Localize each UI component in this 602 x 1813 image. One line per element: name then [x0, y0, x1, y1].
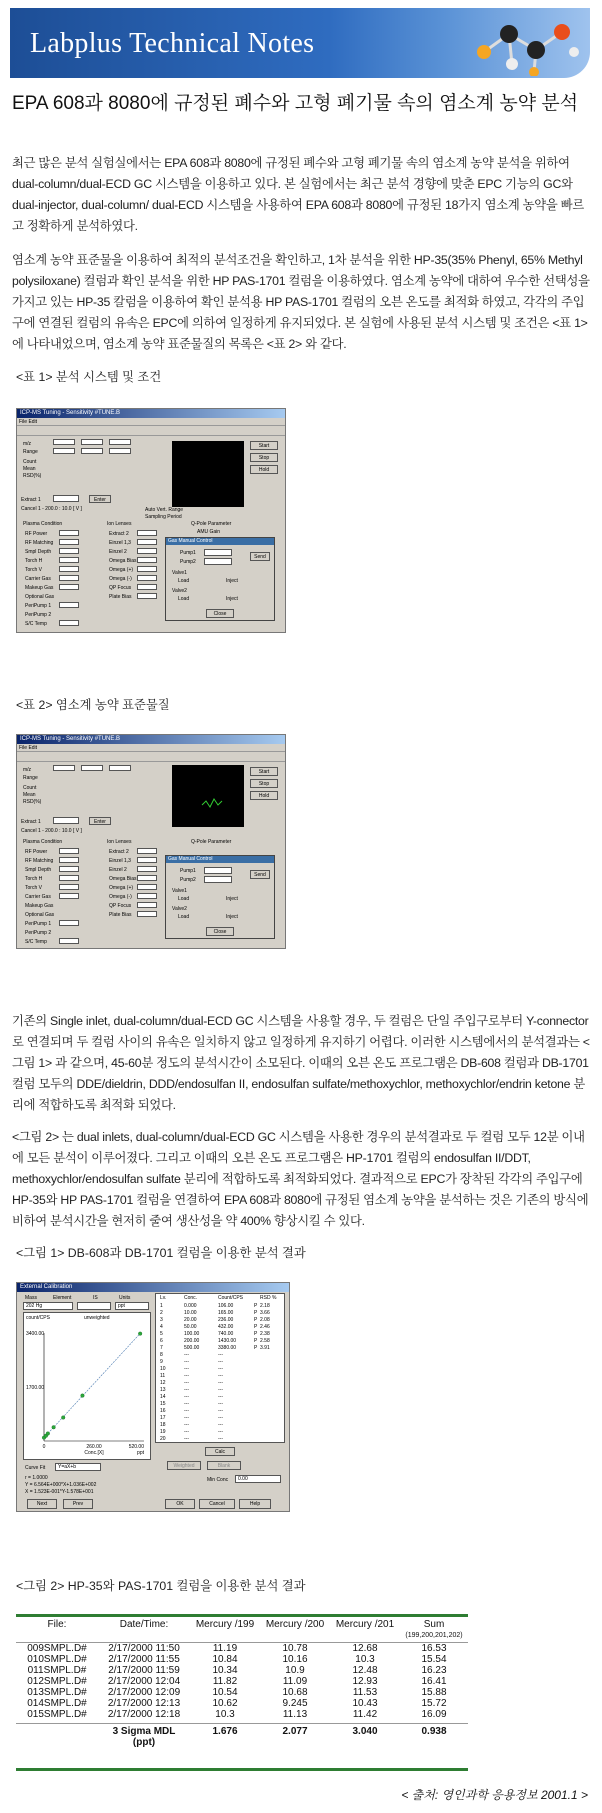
table-row	[16, 1643, 468, 1654]
table-cell: 009SMPL.D#	[27, 1643, 87, 1654]
paragraph-4: <그림 2> 는 dual inlets, dual-column/dual-ECD GC 시스템을 사용한 경우의 분석결과로 두 컬럼 모두 12분 이내에 모든 분석이 이루어졌다. 그리고 이때의 오븐 온도 프로그램은 HP-1701 컬럼의 endosulfan II/DDT, methoxychlor/endosulfan sulfate 분리에 적합하도록 최적화되었다. 결과적으로 EPC가 장착된 각각의 주입구에 HP-35와 HP PAS-1701 컬럼을 연결하여 EPA 608과 8080에 규정된 염소계 농약을 분석하는 것은 기존의 방식에 비하여 분석시간을 현저히 줄여 생산성을 약 400% 향상시킬 수 있다.	[12, 1130, 589, 1228]
table-row	[16, 1654, 468, 1665]
calibration-cell: ---	[218, 1436, 223, 1442]
calibration-cell: 165.00	[218, 1310, 234, 1316]
calibration-cell: ---	[184, 1408, 189, 1414]
table-cell: 2/17/2000 11:50	[108, 1643, 180, 1654]
table-cell: 010SMPL.D#	[27, 1654, 87, 1665]
table-cell: 2/17/2000 12:13	[107, 1698, 181, 1709]
table-cell: 2/17/2000 12:04	[107, 1676, 181, 1687]
paragraph-3: 기존의 Single inlet, dual-column/dual-ECD GC 시스템을 사용할 경우, 두 컬럼은 단일 주입구로부터 Y-connector로 연결되며 두 컬럼 사이의 유속은 일치하지 않고 일정하게 유지하기 어렵다. 이러한 시스템에서의 분석결과는 <그림 1> 과 같으며, 45-60분 정도의 분석시간이 소모된다. 이때의 오븐 온도 프로그램은 DB-608 컬럼과 DB-1701 컬럼 모두의 DDE/dieldrin, DDD/endosulfan II, endosulfan sulfate/methoxychlor, methoxychlor/endrin ketone 분리에 적합하도록 최적화 되었다.	[12, 1014, 590, 1112]
calibration-cell: 15	[160, 1401, 166, 1407]
table-cell: 16.41	[421, 1676, 447, 1687]
results-table: File: Date/Time: Mercury /199 Mercury /200 Mercury /201 Sum (199,200,201,202) 009SMPL.D# 2/17/2000 11:50 11.19 10.78 12.68 16.53 010SMPL.D# 2/17/2000 11:55 10.84 10.16 10.3 15.54 011SMPL.D# 2/17/2000 11:59 10.34 10.9 12.48 16.23 012SMPL.D# 2/17/2000 12:04 11.82 11.09 12.93 16.41 013SMPL.D# 2/17/2000 12:09 10.54 10.68 11.53 15.88 014SMPL.D# 2/17/2000 12:13 10.62 9.245 10.43 15.72 015SMPL.D# 2/17/2000 12:18 10.3 11.13 11.42 16.09 3 Sigma MDL 1.676 2.077 3.040 0.938 (ppt)	[16, 1619, 468, 1748]
calibration-cell: 16	[160, 1408, 166, 1414]
calibration-cell: 2.58	[260, 1338, 270, 1344]
table-cell: 011SMPL.D#	[27, 1665, 87, 1676]
calibration-cell: 236.00	[218, 1317, 234, 1323]
prev-button[interactable]: Prev	[63, 1499, 93, 1509]
table-cell: 014SMPL.D#	[27, 1698, 87, 1709]
table-cell: 10.68	[282, 1687, 308, 1698]
y-tick-label: 1700.00	[26, 1385, 45, 1391]
calibration-cell: 500.00	[184, 1345, 200, 1351]
calibration-cell: 19	[160, 1429, 166, 1435]
calibration-cell: ---	[184, 1429, 189, 1435]
table-cell: 10.3	[355, 1654, 375, 1665]
close-button[interactable]: Close	[206, 609, 234, 618]
calibration-chart-area	[23, 1312, 151, 1460]
calibration-cell: 740.00	[218, 1331, 234, 1337]
table-cell: 12.68	[352, 1643, 378, 1654]
table-cell: 10.16	[282, 1654, 308, 1665]
fit-line	[44, 1333, 140, 1437]
x-axis-label: Conc.[X]	[84, 1450, 104, 1456]
calibration-cell: 3.91	[260, 1345, 270, 1351]
calibration-cell: ---	[184, 1359, 189, 1365]
table-cell: 12.93	[352, 1676, 378, 1687]
units-select[interactable]: ppt	[115, 1302, 149, 1310]
calibration-cell: P	[254, 1324, 258, 1330]
calibration-cell: ---	[184, 1422, 189, 1428]
calibration-level-table: Lv. Conc. Count/CPS RSD % 1 0.000 106.00 P 2.18 2 10.00 165.00 P 3.66 3 20.00 236.00 P 2.08 4 50.00 432.00 P 2.46 5 100.00 740.00 P 2.38 6 200.00 1430.00 P 2.58 7 500.00 3380.00 P 3.91 8 --- --- 9 --- --- 10 --- --- 11 --- --- 12 --- --- 13 --- --- 14 --- --- 15 --- --- 16 --- --- 17 --- --- 18 --- --- 19 --- --- 20 --- ---	[155, 1293, 285, 1443]
calibration-cell: ---	[184, 1380, 189, 1386]
min-conc-input[interactable]: 0.00	[235, 1475, 281, 1483]
cancel-button[interactable]: Cancel	[199, 1499, 235, 1509]
caption-figure-1: <그림 1> DB-608과 DB-1701 컬럼을 이용한 분석 결과	[16, 1246, 306, 1260]
next-button[interactable]: Next	[27, 1499, 57, 1509]
calibration-cell: 4	[160, 1324, 163, 1330]
calibration-cell: ---	[218, 1422, 223, 1428]
calibration-cell: ---	[184, 1394, 189, 1400]
table-cell: 11.53	[352, 1687, 378, 1698]
weighting-label: unweighted	[84, 1315, 110, 1321]
send-button[interactable]: Send	[250, 552, 270, 561]
data-point	[52, 1425, 56, 1429]
table-cell: 012SMPL.D#	[27, 1676, 87, 1687]
calibration-cell: ---	[184, 1436, 189, 1442]
banner-title: Labplus Technical Notes	[30, 28, 315, 59]
caption-table-1: <표 1> 분석 시스템 및 조건	[16, 370, 162, 384]
calibration-cell: 3380.00	[218, 1345, 237, 1351]
calibration-cell: ---	[218, 1429, 223, 1435]
external-calibration-window: External Calibration Mass Element IS Units 202 Hg ppt count/CPS unweighted 3400.00 1700.00 0 260.00 520.00 Conc.[X] ppt Lv. Conc. Count/CPS RSD % 1 0.000 106.00 P 2.18 2 10.00 165.00 P 3.66 3 20.00 236.00 P 2.08 4 50.00 432.00 P 2.46 5 100.00 740.00 P 2.38 6 200.00 1430.00 P 2.58 7 500.00 3380.00 P 3.91 8 --- --- 9 --- --- 10 --- --- 11 --- --- 12 --- --- 13 --- --- 14 --- --- 15 --- --- 16 --- --- 17 --- --- 18 --- --- 19 --- --- 20 --- --- Curve Fit Y=aX+b r = 1.0000 Y = 6.564E+000*X+1.036E+002 X = 1.523E-001*Y-1.578E+001 Calc Weighted Blank Min Conc 0.00 Next Prev OK Cancel Help	[16, 1282, 290, 1512]
table-top-rule	[16, 1614, 468, 1617]
calibration-cell: 11	[160, 1373, 166, 1379]
calibration-cell: ---	[218, 1380, 223, 1386]
table-row	[16, 1709, 468, 1720]
calibration-chart	[24, 1313, 152, 1461]
table-cell: 12.48	[352, 1665, 378, 1676]
table-row	[16, 1676, 468, 1687]
calibration-cell: ---	[218, 1373, 223, 1379]
calibration-cell: ---	[184, 1401, 189, 1407]
table-cell: 10.54	[212, 1687, 238, 1698]
table-cell: 11.09	[282, 1676, 308, 1687]
enter-button[interactable]: Enter	[89, 817, 111, 825]
calibration-cell: 18	[160, 1422, 166, 1428]
x-unit-label: ppt	[137, 1450, 144, 1456]
calibration-cell: 3	[160, 1317, 163, 1323]
data-point	[46, 1432, 50, 1436]
hold-button[interactable]: Hold	[250, 791, 278, 800]
screenshot-window-title: ICP-MS Tuning - Sensitivity #TUNE.B	[17, 409, 285, 418]
y-tick-label: 3400.00	[26, 1331, 45, 1337]
calibration-cell: 6	[160, 1338, 163, 1344]
table-cell: 15.54	[421, 1654, 447, 1665]
table-cell: 10.9	[285, 1665, 305, 1676]
x-tick-label: 520.00	[128, 1444, 144, 1450]
calibration-cell: P	[254, 1310, 258, 1316]
table-cell: 10.84	[212, 1654, 238, 1665]
calibration-cell: ---	[218, 1387, 223, 1393]
calibration-cell: ---	[218, 1366, 223, 1372]
help-button[interactable]: Help	[239, 1499, 271, 1509]
calibration-cell: 14	[160, 1394, 166, 1400]
table-cell: 11.13	[282, 1709, 308, 1720]
data-point	[138, 1332, 142, 1336]
mass-select[interactable]: 202 Hg	[23, 1302, 73, 1310]
calibration-cell: ---	[218, 1352, 223, 1358]
table-cell: 11.19	[212, 1643, 238, 1654]
table-cell: 015SMPL.D#	[27, 1709, 87, 1720]
table-cell: 10.34	[212, 1665, 238, 1676]
calibration-cell: P	[254, 1303, 258, 1309]
calibration-cell: ---	[184, 1366, 189, 1372]
calibration-cell: 7	[160, 1345, 163, 1351]
calibration-cell: 9	[160, 1359, 163, 1365]
table-cell: 15.72	[421, 1698, 447, 1709]
calibration-title: External Calibration	[17, 1283, 289, 1292]
calibration-cell: 13	[160, 1387, 166, 1393]
calibration-cell: 5	[160, 1331, 163, 1337]
x-tick-label: 0	[42, 1444, 46, 1450]
calibration-cell: 0.000	[184, 1303, 197, 1309]
signal-display	[172, 441, 244, 507]
caption-table-2: <표 2> 염소계 농약 표준물질	[16, 698, 170, 712]
table-bottom-rule	[16, 1768, 468, 1771]
stop-button[interactable]: Stop	[250, 453, 278, 462]
calibration-cell: ---	[218, 1401, 223, 1407]
y-axis-label: count/CPS	[26, 1315, 50, 1321]
close-button[interactable]: Close	[206, 927, 234, 936]
calibration-cell: P	[254, 1338, 258, 1344]
calibration-cell: ---	[218, 1415, 223, 1421]
calibration-cell: ---	[218, 1394, 223, 1400]
calibration-cell: 10.00	[184, 1310, 197, 1316]
calibration-cell: P	[254, 1317, 258, 1323]
paragraph-2: 염소계 농약 표준물을 이용하여 최적의 분석조건을 확인하고, 1차 분석을 위한 HP-35(35% Phenyl, 65% Methyl polysiloxane) 컬럼과 확인 분석을 위한 HP PAS-1701 컬럼을 이용하였다. 염소계 농약에 대하여 우수한 선택성을 가지고 있는 HP-35 칼럼을 이용하여 확인 분석용 HP PAS-1701 컬럼의 오븐 온도를 최적화 하였고, 각각의 주입구에 연결된 컬럼의 유속은 EPC에 의하여 일정하게 유지되었다. 본 실험에 사용된 분석 시스템 및 조건은 <표 1> 에 나타내었으며, 염소계 농약 표준물질의 목록은 <표 2> 와 같다.	[12, 253, 590, 351]
table-cell: 2/17/2000 11:59	[108, 1665, 180, 1676]
blank-button[interactable]: Blank	[207, 1461, 241, 1470]
curve-fit-select[interactable]: Y=aX+b	[55, 1463, 101, 1471]
start-button[interactable]: Start	[250, 767, 278, 776]
calibration-cell: 100.00	[184, 1331, 200, 1337]
calibration-cell: ---	[184, 1352, 189, 1358]
table-row	[16, 1665, 468, 1676]
is-select[interactable]	[77, 1302, 111, 1310]
calibration-cell: ---	[184, 1415, 189, 1421]
calibration-cell: 20.00	[184, 1317, 197, 1323]
table-cell: 10.78	[282, 1643, 308, 1654]
source-citation: < 출처: 영인과학 응용정보 2001.1 >	[401, 1788, 588, 1802]
calibration-cell: 106.00	[218, 1303, 234, 1309]
hold-button[interactable]: Hold	[250, 465, 278, 474]
molecule-illustration-icon	[464, 12, 584, 76]
data-point	[81, 1394, 85, 1398]
calibration-cell: 17	[160, 1415, 166, 1421]
table-cell: 2/17/2000 12:18	[107, 1709, 181, 1720]
calibration-cell: 1430.00	[218, 1338, 237, 1344]
table-cell: 013SMPL.D#	[27, 1687, 87, 1698]
calibration-cell: 432.00	[218, 1324, 234, 1330]
send-button[interactable]: Send	[250, 870, 270, 879]
stop-button[interactable]: Stop	[250, 779, 278, 788]
header-banner	[10, 8, 590, 78]
calibration-cell: 3.66	[260, 1310, 270, 1316]
calibration-cell: ---	[184, 1373, 189, 1379]
calibration-cell: 200.00	[184, 1338, 200, 1344]
article-title: EPA 608과 8080에 규정된 폐수와 고형 폐기물 속의 염소계 농약 분석	[12, 93, 579, 114]
table-row	[16, 1687, 468, 1698]
screenshot-menu: File Edit	[17, 418, 285, 426]
enter-button[interactable]: Enter	[89, 495, 111, 503]
table-cell: 10.62	[212, 1698, 238, 1709]
signal-trace	[172, 765, 244, 827]
table-cell: 9.245	[282, 1698, 308, 1709]
calibration-cell: P	[254, 1331, 258, 1337]
table-cell: 10.43	[352, 1698, 378, 1709]
calibration-cell: 2.38	[260, 1331, 270, 1337]
calibration-cell: 12	[160, 1380, 166, 1386]
calibration-cell: 20	[160, 1436, 166, 1442]
gas-manual-dialog: Gas Manual Control Pump1 Pump2 Send Valve1 Load Inject Valve2 Load Inject Close	[165, 855, 275, 939]
ok-button[interactable]: OK	[165, 1499, 195, 1509]
calibration-cell: 2	[160, 1310, 163, 1316]
signal-display	[172, 765, 244, 827]
table-cell: 11.82	[212, 1676, 238, 1687]
table-cell: 11.42	[352, 1709, 378, 1720]
instrument-screenshot-1: ICP-MS Tuning - Sensitivity #TUNE.B File Edit m/z Range Count Mean RSD(%) Start Stop Hold Extract 1 Enter Cancel 1 - 200.0 : 10.0 [ V ] Auto Vert. Range Sampling Period Plasma Condition Ion Lenses Q-Pole Parameter RF Power RF Matching Smpl Depth Torch H Torch V Carrier Gas Makeup Gas Optional Gas PeriPump 1 PeriPump 2 S/C Temp Extract 2 Einzel 1,3 Einzel 2 Omega Bias Omega (+) Omega (-) QP Focus Plate Bias AMU Gain Gas Manual Control Pump1 Pump2 Send Valve1 Load Inject Valve2 Load Inject Close	[16, 408, 286, 633]
calibration-cell: 2.46	[260, 1324, 270, 1330]
start-button[interactable]: Start	[250, 441, 278, 450]
calibration-cell: 2.18	[260, 1303, 270, 1309]
instrument-screenshot-2: ICP-MS Tuning - Sensitivity #TUNE.B File Edit m/z Range Count Mean RSD(%) Start Stop Hold Extract 1 Enter Cancel 1 - 200.0 : 10.0 [ V ] Plasma Condition Ion Lenses Q-Pole Parameter RF Power RF Matching Smpl Depth Torch H Torch V Carrier Gas Makeup Gas Optional Gas PeriPump 1 PeriPump 2 S/C Temp Extract 2 Einzel 1,3 Einzel 2 Omega Bias Omega (+) Omega (-) QP Focus Plate Bias Gas Manual Control Pump1 Pump2 Send Valve1 Load Inject Valve2 Load Inject Close	[16, 734, 286, 949]
weighted-button[interactable]: Weighted	[167, 1461, 201, 1470]
calibration-cell: 2.08	[260, 1317, 270, 1323]
table-cell: 2/17/2000 11:55	[108, 1654, 180, 1665]
calibration-cell: 8	[160, 1352, 163, 1358]
calibration-cell: 50.00	[184, 1324, 197, 1330]
calc-button[interactable]: Calc	[205, 1447, 235, 1456]
table-row	[16, 1698, 468, 1709]
table-cell: 15.88	[421, 1687, 447, 1698]
calibration-cell: ---	[218, 1359, 223, 1365]
table-cell: 16.09	[421, 1709, 447, 1720]
table-cell: 16.23	[421, 1665, 447, 1676]
table-cell: 16.53	[421, 1643, 447, 1654]
x-tick-label: 260.00	[86, 1444, 102, 1450]
table-cell: 10.3	[215, 1709, 235, 1720]
data-point	[61, 1416, 65, 1420]
calibration-cell: ---	[184, 1387, 189, 1393]
caption-figure-2: <그림 2> HP-35와 PAS-1701 컬럼을 이용한 분석 결과	[16, 1579, 306, 1593]
gas-manual-dialog: Gas Manual Control Pump1 Pump2 Send Valve1 Load Inject Valve2 Load Inject Close	[165, 537, 275, 621]
calibration-cell: P	[254, 1345, 258, 1351]
table-cell: 2/17/2000 12:09	[107, 1687, 181, 1698]
calibration-cell: ---	[218, 1408, 223, 1414]
calibration-cell: 10	[160, 1366, 166, 1372]
paragraph-1: 최근 많은 분석 실험실에서는 EPA 608과 8080에 규정된 폐수와 고형 폐기물 속의 염소계 농약 분석을 위하여 dual-column/dual-ECD GC 시스템을 이용하고 있다. 본 실험에서는 최근 분석 경향에 맞춘 EPC 기능의 GC와 dual-injector, dual-column/ dual-ECD 시스템을 사용하여 EPA 608과 8080에 규정된 18가지 염소계 농약을 빠르고 정확하게 분석하였다.	[12, 156, 584, 233]
calibration-cell: 1	[160, 1303, 163, 1309]
